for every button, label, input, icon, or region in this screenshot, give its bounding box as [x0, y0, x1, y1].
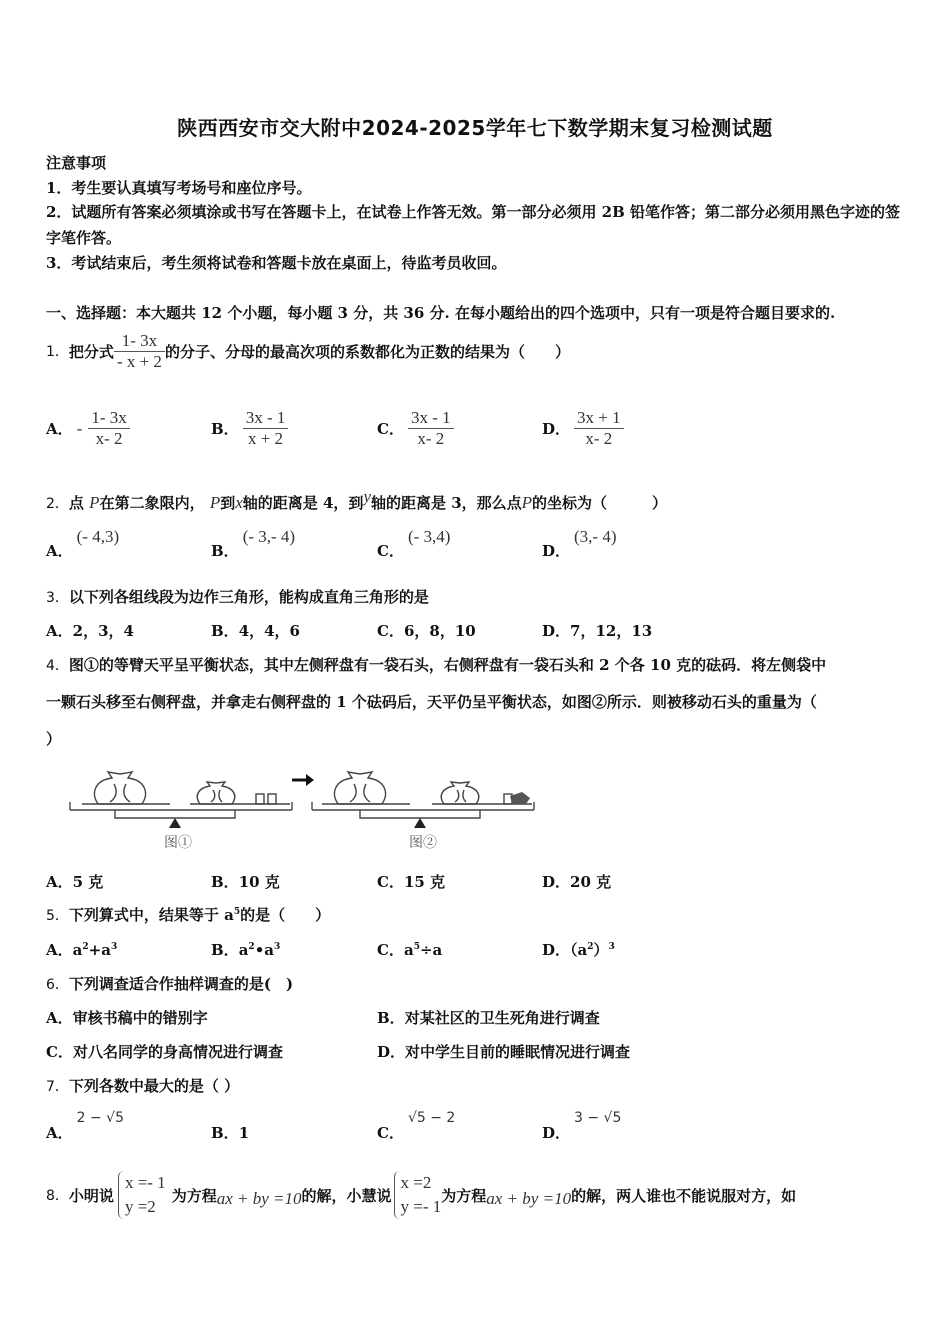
option-7b[interactable]: B．1 — [211, 1124, 250, 1142]
question-3: 3．以下列各组线段为边作三角形，能构成直角三角形的是 — [46, 588, 429, 606]
option-6a[interactable]: A．审核书稿中的错别字 — [46, 1009, 208, 1027]
option-6d[interactable]: D．对中学生目前的睡眠情况进行调查 — [377, 1043, 631, 1061]
stone-bag-icon — [334, 772, 385, 804]
question-number: 1． — [46, 344, 69, 360]
notice-item-2: 2．试题所有答案必须填涂或书写在答题卡上，在试卷上作答无效。第一部分必须用 2B 铅笔作答；第二部分必须用黑色字迹的签字笔作答。 — [46, 203, 901, 247]
notice-heading: 注意事项 — [46, 154, 107, 172]
question-4-line-1: 4．图①的等臂天平呈平衡状态，其中左侧秤盘有一袋石头，右侧秤盘有一袋石头和 2 个各 10 克的砝码．将左侧袋中 — [46, 656, 827, 674]
equation-system-1: x =- 1 y =2 — [118, 1171, 166, 1219]
stone-icon — [510, 792, 530, 804]
option-3d[interactable]: D．7，12，13 — [542, 622, 653, 640]
weight-icon — [268, 794, 276, 804]
question-8: 8． 小明说 x =- 1 y =2 为方程 ax + by =10 的解，小慧说 x =2 y =- 1 为方程 ax + by =10 的解，两人谁也不能说服对方，如 — [46, 1166, 796, 1224]
option-4d[interactable]: D．20 克 — [542, 873, 612, 891]
option-3b[interactable]: B．4，4，6 — [211, 622, 300, 640]
balance-figure — [60, 762, 540, 857]
fulcrum-icon — [169, 818, 181, 828]
option-2b[interactable]: B．(- 3,- 4) — [211, 527, 296, 560]
question-5: 5．下列算式中，结果等于 $a^5$的是（ ） — [46, 906, 331, 924]
option-4b[interactable]: B．10 克 — [211, 873, 280, 891]
option-1b[interactable]: B． $\frac{3x - 1}{x + 2}$ — [211, 408, 288, 449]
option-5a[interactable]: A．$a^2+a^3$ — [46, 941, 118, 959]
notice-item-1: 1．考生要认真填写考场号和座位序号。 — [46, 179, 312, 197]
equation-system-2: x =2 y =- 1 — [394, 1171, 442, 1219]
question-6: 6．下列调查适合作抽样调查的是( ) — [46, 975, 294, 993]
option-2c[interactable]: C．(- 3,4) — [377, 527, 451, 560]
question-4-line-2: 一颗石头移至右侧秤盘，并拿走右侧秤盘的 1 个砝码后，天平仍呈平衡状态，如图②所示．则被移动石头的重量为（ — [46, 693, 817, 711]
question-4-line-3: ） — [46, 730, 62, 748]
figure-1-caption: 图① — [164, 834, 192, 850]
section-heading: 一、选择题：本大题共 12 个小题，每小题 3 分，共 36 分. 在每小题给出的四个选项中，只有一项是符合题目要求的. — [46, 304, 836, 322]
option-5b[interactable]: B．$a^2•a^3$ — [211, 941, 281, 959]
option-5c[interactable]: C．$a^5\div a$ — [377, 941, 443, 959]
option-7d[interactable]: D．3 − √5 — [542, 1110, 622, 1142]
option-2d[interactable]: D．(3,- 4) — [542, 527, 617, 560]
page-title: 陕西西安市交大附中2024-2025学年七下数学期末复习检测试题 — [177, 116, 773, 140]
option-5d[interactable]: D．$(a^2)^3$ — [542, 941, 615, 959]
option-7c[interactable]: C．√5 − 2 — [377, 1110, 456, 1142]
figure-2-caption: 图② — [409, 834, 437, 850]
fulcrum-icon — [414, 818, 426, 828]
option-4c[interactable]: C．15 克 — [377, 873, 446, 891]
option-4a[interactable]: A．5 克 — [46, 873, 104, 891]
stone-bag-icon — [94, 772, 145, 804]
question-1: 1． 把分式 $\frac{1- 3x}{- x + 2}$ 的分子、分母的最高次项的系数都化为正数的结果为（ ） — [46, 330, 570, 371]
fraction: $\frac{1- 3x}{- x + 2}$ — [114, 331, 165, 372]
option-3a[interactable]: A．2，3，4 — [46, 622, 134, 640]
option-1a[interactable]: A． - $\frac{1- 3x}{x- 2}$ — [46, 408, 130, 449]
option-3c[interactable]: C．6，8，10 — [377, 622, 476, 640]
option-2a[interactable]: A．(- 4,3) — [46, 527, 120, 560]
question-2: 2．点 P在第二象限内， P到x轴的距离是 4，到y轴的距离是 3，那么点P的坐标为（ ） — [46, 487, 668, 512]
notice-item-3: 3．考试结束后，考生须将试卷和答题卡放在桌面上，待监考员收回。 — [46, 254, 507, 272]
question-7: 7．下列各数中最大的是（ ） — [46, 1077, 240, 1095]
weight-icon — [256, 794, 264, 804]
option-6b[interactable]: B．对某社区的卫生死角进行调查 — [377, 1009, 600, 1027]
option-6c[interactable]: C．对八名同学的身高情况进行调查 — [46, 1043, 283, 1061]
option-1c[interactable]: C． $\frac{3x - 1}{x- 2}$ — [377, 408, 454, 449]
option-1d[interactable]: D． $\frac{3x + 1}{x- 2}$ — [542, 408, 624, 449]
stone-bag-icon — [441, 782, 479, 804]
option-7a[interactable]: A．2 − √5 — [46, 1110, 125, 1142]
stone-bag-icon — [197, 782, 235, 804]
